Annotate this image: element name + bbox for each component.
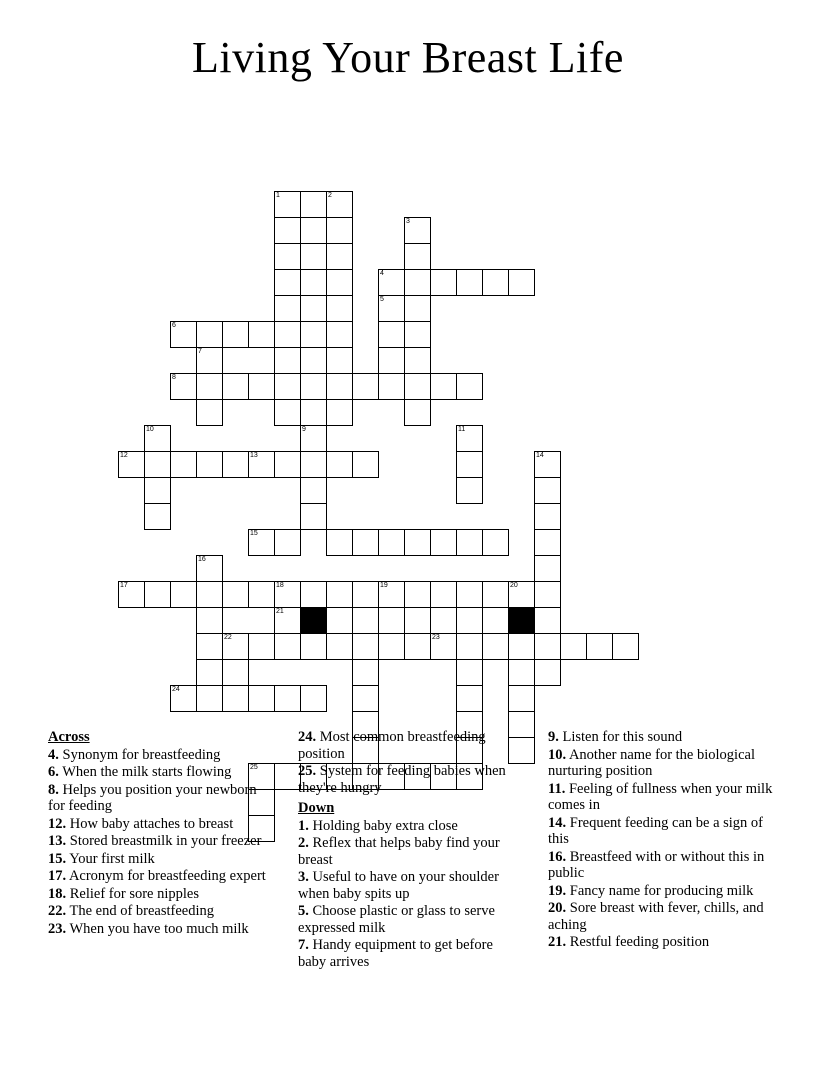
- clue-text: Useful to have on your shoulder when baby spits up: [298, 869, 499, 902]
- grid-cell[interactable]: [456, 477, 483, 504]
- clue-number: 25.: [298, 763, 317, 779]
- grid-cell[interactable]: [274, 191, 301, 218]
- grid-cell[interactable]: [430, 373, 457, 400]
- grid-cell[interactable]: [274, 295, 301, 322]
- grid-cell-number: 18: [276, 582, 284, 589]
- grid-cell[interactable]: [300, 425, 327, 452]
- grid-cell[interactable]: [404, 581, 431, 608]
- grid-cell[interactable]: [222, 659, 249, 686]
- grid-cell[interactable]: [300, 295, 327, 322]
- grid-cell[interactable]: [482, 633, 509, 660]
- grid-cell-number: 12: [120, 452, 128, 459]
- clue-text: Fancy name for producing milk: [566, 882, 754, 899]
- clue-number: 6.: [48, 764, 59, 780]
- grid-cell[interactable]: [144, 425, 171, 452]
- grid-cell[interactable]: [404, 217, 431, 244]
- clue-number: 22.: [48, 903, 67, 919]
- down-clue-item: [548, 747, 774, 780]
- down-clue-item: [548, 815, 774, 848]
- grid-cell-number: 13: [250, 452, 258, 459]
- grid-cell-number: 5: [380, 296, 384, 303]
- clue-text: Restful feeding position: [566, 934, 710, 950]
- across-clue-item: [298, 729, 524, 762]
- grid-cell[interactable]: [404, 529, 431, 556]
- grid-cell[interactable]: [430, 529, 457, 556]
- grid-cell[interactable]: [196, 633, 223, 660]
- grid-cell[interactable]: [196, 659, 223, 686]
- clue-text: Holding baby extra close: [308, 817, 458, 834]
- grid-cell[interactable]: [144, 451, 171, 478]
- clue-text: When the milk starts flowing: [58, 764, 232, 780]
- grid-cell[interactable]: [326, 451, 353, 478]
- grid-cell[interactable]: [352, 633, 379, 660]
- grid-cell[interactable]: [456, 659, 483, 686]
- grid-cell[interactable]: [456, 529, 483, 556]
- grid-cell[interactable]: [196, 321, 223, 348]
- grid-cell-number: 24: [172, 686, 180, 693]
- grid-cell[interactable]: [196, 685, 223, 712]
- grid-cell[interactable]: [456, 607, 483, 634]
- grid-cell[interactable]: [248, 373, 275, 400]
- clue-number: 5.: [298, 903, 309, 919]
- grid-cell[interactable]: [378, 347, 405, 374]
- clue-text: Stored breastmilk in your freezer: [66, 833, 262, 849]
- grid-cell[interactable]: [326, 217, 353, 244]
- clue-text: Synonym for breastfeeding: [58, 746, 221, 763]
- clue-number: 23.: [48, 920, 67, 937]
- grid-cell-blocked: [300, 607, 327, 634]
- clue-text: Your first milk: [66, 850, 155, 867]
- across-clue-item: [48, 886, 274, 903]
- grid-cell[interactable]: [508, 633, 535, 660]
- clue-number: 10.: [548, 746, 567, 763]
- clue-number: 2.: [298, 835, 309, 851]
- grid-cell[interactable]: [430, 581, 457, 608]
- across-clue-item: [48, 851, 274, 868]
- grid-cell-number: 6: [172, 322, 176, 329]
- grid-cell[interactable]: [352, 529, 379, 556]
- grid-cell[interactable]: [508, 659, 535, 686]
- across-clue-item: [48, 903, 274, 920]
- grid-cell[interactable]: [404, 373, 431, 400]
- across-clue-item: [48, 747, 274, 764]
- grid-cell[interactable]: [170, 451, 197, 478]
- grid-cell-number: 9: [302, 426, 306, 433]
- clue-text: Relief for sore nipples: [66, 885, 200, 902]
- grid-cell[interactable]: [300, 399, 327, 426]
- grid-cell[interactable]: [248, 529, 275, 556]
- grid-cell[interactable]: [248, 321, 275, 348]
- grid-cell[interactable]: [222, 685, 249, 712]
- grid-cell[interactable]: [170, 685, 197, 712]
- grid-cell[interactable]: [196, 399, 223, 426]
- grid-cell-number: 8: [172, 374, 176, 381]
- grid-cell-number: 19: [380, 582, 388, 589]
- grid-cell[interactable]: [300, 373, 327, 400]
- grid-cell[interactable]: [612, 633, 639, 660]
- grid-cell[interactable]: [300, 685, 327, 712]
- grid-cell[interactable]: [404, 607, 431, 634]
- grid-cell[interactable]: [222, 373, 249, 400]
- grid-cell[interactable]: [170, 373, 197, 400]
- clue-number: 4.: [48, 746, 59, 763]
- across-clue-item: [48, 921, 274, 938]
- grid-cell-number: 14: [536, 452, 544, 459]
- down-clue-item: [298, 869, 524, 902]
- clue-text: Breastfeed with or without this in public: [548, 848, 765, 881]
- grid-cell[interactable]: [404, 269, 431, 296]
- down-clue-item: [548, 934, 774, 951]
- grid-cell[interactable]: [300, 347, 327, 374]
- grid-cell[interactable]: [118, 581, 145, 608]
- grid-cell[interactable]: [300, 191, 327, 218]
- down-clue-item: [298, 937, 524, 970]
- grid-cell-number: 21: [276, 608, 284, 615]
- grid-cell[interactable]: [144, 581, 171, 608]
- grid-cell[interactable]: [196, 555, 223, 582]
- grid-cell[interactable]: [326, 373, 353, 400]
- across-clue-item: [48, 868, 274, 885]
- grid-cell[interactable]: [534, 581, 561, 608]
- grid-cell[interactable]: [300, 269, 327, 296]
- grid-cell[interactable]: [482, 581, 509, 608]
- clue-number: 19.: [548, 882, 567, 899]
- clue-number: 20.: [548, 900, 567, 916]
- grid-cell-number: 23: [432, 634, 440, 641]
- grid-cell-number: 16: [198, 556, 206, 563]
- grid-cell[interactable]: [300, 321, 327, 348]
- grid-cell[interactable]: [456, 269, 483, 296]
- clue-text: Helps you position your newborn for feeding: [48, 781, 257, 814]
- grid-cell[interactable]: [222, 633, 249, 660]
- grid-cell[interactable]: [196, 347, 223, 374]
- grid-cell[interactable]: [300, 503, 327, 530]
- grid-cell[interactable]: [404, 295, 431, 322]
- grid-cell-number: 10: [146, 426, 154, 433]
- grid-cell[interactable]: [378, 633, 405, 660]
- clue-number: 9.: [548, 729, 559, 745]
- clue-text: Handy equipment to get before baby arrives: [298, 937, 493, 970]
- grid-cell[interactable]: [274, 607, 301, 634]
- grid-cell[interactable]: [534, 503, 561, 530]
- grid-cell[interactable]: [326, 607, 353, 634]
- grid-cell[interactable]: [404, 321, 431, 348]
- grid-cell[interactable]: [534, 659, 561, 686]
- across-heading: Across: [48, 729, 90, 745]
- grid-cell[interactable]: [222, 581, 249, 608]
- grid-cell[interactable]: [170, 321, 197, 348]
- clues-container: [48, 729, 774, 970]
- clue-number: 1.: [298, 817, 309, 834]
- grid-cell[interactable]: [378, 321, 405, 348]
- grid-cell[interactable]: [430, 269, 457, 296]
- grid-cell[interactable]: [118, 451, 145, 478]
- down-heading: Down: [298, 800, 335, 816]
- grid-cell-number: 3: [406, 218, 410, 225]
- page-title: Living Your Breast Life: [192, 33, 624, 82]
- grid-cell-blocked: [508, 607, 535, 634]
- grid-cell[interactable]: [274, 269, 301, 296]
- grid-cell[interactable]: [300, 243, 327, 270]
- grid-cell-number: 4: [380, 270, 384, 277]
- grid-cell[interactable]: [404, 399, 431, 426]
- grid-cell[interactable]: [326, 529, 353, 556]
- grid-cell[interactable]: [274, 451, 301, 478]
- across-clue-item: [48, 816, 274, 833]
- grid-cell[interactable]: [378, 581, 405, 608]
- down-clue-item: [548, 900, 774, 933]
- grid-cell[interactable]: [534, 633, 561, 660]
- clue-text: Listen for this sound: [558, 729, 683, 745]
- down-clue-item: [298, 818, 524, 835]
- across-clue-item: [298, 763, 524, 796]
- grid-cell[interactable]: [508, 269, 535, 296]
- grid-cell[interactable]: [196, 451, 223, 478]
- grid-cell[interactable]: [508, 685, 535, 712]
- grid-cell[interactable]: [300, 451, 327, 478]
- clue-text: Most common breastfeeding position: [298, 729, 486, 762]
- grid-cell[interactable]: [248, 633, 275, 660]
- grid-cell[interactable]: [456, 425, 483, 452]
- grid-cell[interactable]: [352, 659, 379, 686]
- grid-cell[interactable]: [248, 451, 275, 478]
- across-clue-item: [48, 833, 274, 850]
- down-clue-item: [548, 729, 774, 746]
- clue-text: Reflex that helps baby find your breast: [298, 835, 500, 868]
- clue-number: 13.: [48, 833, 67, 849]
- clue-text: Sore breast with fever, chills, and aching: [548, 900, 764, 933]
- grid-cell-number: 25: [250, 764, 258, 771]
- clue-number: 12.: [48, 815, 67, 832]
- clue-text: Choose plastic or glass to serve expressed milk: [298, 903, 495, 936]
- grid-cell[interactable]: [274, 243, 301, 270]
- down-clue-item: [548, 883, 774, 900]
- grid-cell[interactable]: [378, 373, 405, 400]
- grid-cell[interactable]: [456, 373, 483, 400]
- grid-cell[interactable]: [534, 555, 561, 582]
- grid-cell[interactable]: [404, 347, 431, 374]
- grid-cell[interactable]: [274, 581, 301, 608]
- down-clue-item: [548, 849, 774, 882]
- clue-text: Frequent feeding can be a sign of this: [548, 814, 764, 847]
- grid-cell[interactable]: [456, 685, 483, 712]
- grid-cell[interactable]: [326, 347, 353, 374]
- grid-cell-number: 11: [458, 426, 466, 433]
- grid-cell[interactable]: [300, 581, 327, 608]
- grid-cell[interactable]: [404, 243, 431, 270]
- grid-cell-number: 17: [120, 582, 128, 589]
- grid-cell[interactable]: [378, 295, 405, 322]
- grid-cell[interactable]: [352, 451, 379, 478]
- clue-number: 8.: [48, 781, 59, 798]
- grid-cell[interactable]: [430, 607, 457, 634]
- grid-cell-number: 7: [198, 348, 202, 355]
- grid-cell[interactable]: [300, 217, 327, 244]
- grid-cell[interactable]: [534, 477, 561, 504]
- grid-cell[interactable]: [482, 269, 509, 296]
- grid-cell[interactable]: [326, 243, 353, 270]
- grid-cell[interactable]: [196, 373, 223, 400]
- grid-cell[interactable]: [326, 633, 353, 660]
- clue-number: 17.: [48, 868, 67, 884]
- grid-cell[interactable]: [274, 373, 301, 400]
- grid-cell[interactable]: [326, 269, 353, 296]
- grid-cell[interactable]: [352, 685, 379, 712]
- grid-cell[interactable]: [326, 399, 353, 426]
- grid-cell[interactable]: [378, 529, 405, 556]
- grid-cell[interactable]: [482, 607, 509, 634]
- grid-cell[interactable]: [378, 607, 405, 634]
- grid-cell-number: 20: [510, 582, 518, 589]
- clue-text: How baby attaches to breast: [66, 815, 234, 832]
- grid-cell-number: 2: [328, 192, 332, 199]
- clue-number: 18.: [48, 885, 67, 902]
- grid-cell[interactable]: [456, 451, 483, 478]
- grid-cell[interactable]: [274, 321, 301, 348]
- grid-cell[interactable]: [300, 477, 327, 504]
- grid-cell[interactable]: [430, 633, 457, 660]
- clue-text: Acronym for breastfeeding expert: [66, 868, 266, 884]
- grid-cell[interactable]: [196, 607, 223, 634]
- clue-number: 21.: [548, 934, 567, 950]
- grid-cell[interactable]: [534, 607, 561, 634]
- grid-cell[interactable]: [326, 295, 353, 322]
- grid-cell[interactable]: [352, 581, 379, 608]
- clue-text: Another name for the biological nurturing position: [548, 746, 755, 779]
- grid-cell[interactable]: [222, 321, 249, 348]
- grid-cell[interactable]: [144, 503, 171, 530]
- grid-cell[interactable]: [248, 581, 275, 608]
- clue-number: 3.: [298, 869, 309, 885]
- grid-cell[interactable]: [300, 633, 327, 660]
- clue-number: 14.: [548, 814, 567, 831]
- grid-cell[interactable]: [274, 685, 301, 712]
- down-clue-item: [298, 903, 524, 936]
- clue-number: 7.: [298, 937, 309, 953]
- grid-cell[interactable]: [378, 269, 405, 296]
- down-clue-item: [548, 781, 774, 814]
- grid-cell[interactable]: [586, 633, 613, 660]
- grid-cell-number: 15: [250, 530, 258, 537]
- grid-cell[interactable]: [196, 581, 223, 608]
- clue-number: 24.: [298, 729, 317, 745]
- grid-cell[interactable]: [274, 217, 301, 244]
- grid-cell[interactable]: [404, 633, 431, 660]
- clue-number: 16.: [548, 848, 567, 865]
- grid-cell[interactable]: [456, 581, 483, 608]
- across-clue-item: [48, 782, 274, 815]
- grid-cell[interactable]: [456, 633, 483, 660]
- grid-cell[interactable]: [248, 685, 275, 712]
- grid-cell[interactable]: [534, 529, 561, 556]
- clue-text: When you have too much milk: [66, 920, 249, 937]
- grid-cell[interactable]: [144, 477, 171, 504]
- clue-text: Feeling of fullness when your milk comes in: [548, 780, 773, 813]
- grid-cell[interactable]: [352, 373, 379, 400]
- grid-cell[interactable]: [274, 347, 301, 374]
- grid-cell[interactable]: [274, 633, 301, 660]
- clue-number: 15.: [48, 850, 67, 867]
- grid-cell[interactable]: [222, 451, 249, 478]
- grid-cell[interactable]: [274, 529, 301, 556]
- grid-cell[interactable]: [534, 451, 561, 478]
- grid-cell[interactable]: [326, 321, 353, 348]
- grid-cell-number: 1: [276, 192, 280, 199]
- grid-cell[interactable]: [560, 633, 587, 660]
- grid-cell[interactable]: [482, 529, 509, 556]
- grid-cell-number: 22: [224, 634, 232, 641]
- grid-cell[interactable]: [508, 581, 535, 608]
- grid-cell[interactable]: [326, 581, 353, 608]
- clue-text: System for feeding babies when they're hungry: [298, 763, 506, 796]
- grid-cell[interactable]: [326, 191, 353, 218]
- grid-cell[interactable]: [274, 399, 301, 426]
- clue-number: 11.: [548, 780, 566, 797]
- across-clue-item: [48, 764, 274, 781]
- clue-text: The end of breastfeeding: [66, 903, 215, 919]
- grid-cell[interactable]: [352, 607, 379, 634]
- grid-cell[interactable]: [170, 581, 197, 608]
- down-clue-item: [298, 835, 524, 868]
